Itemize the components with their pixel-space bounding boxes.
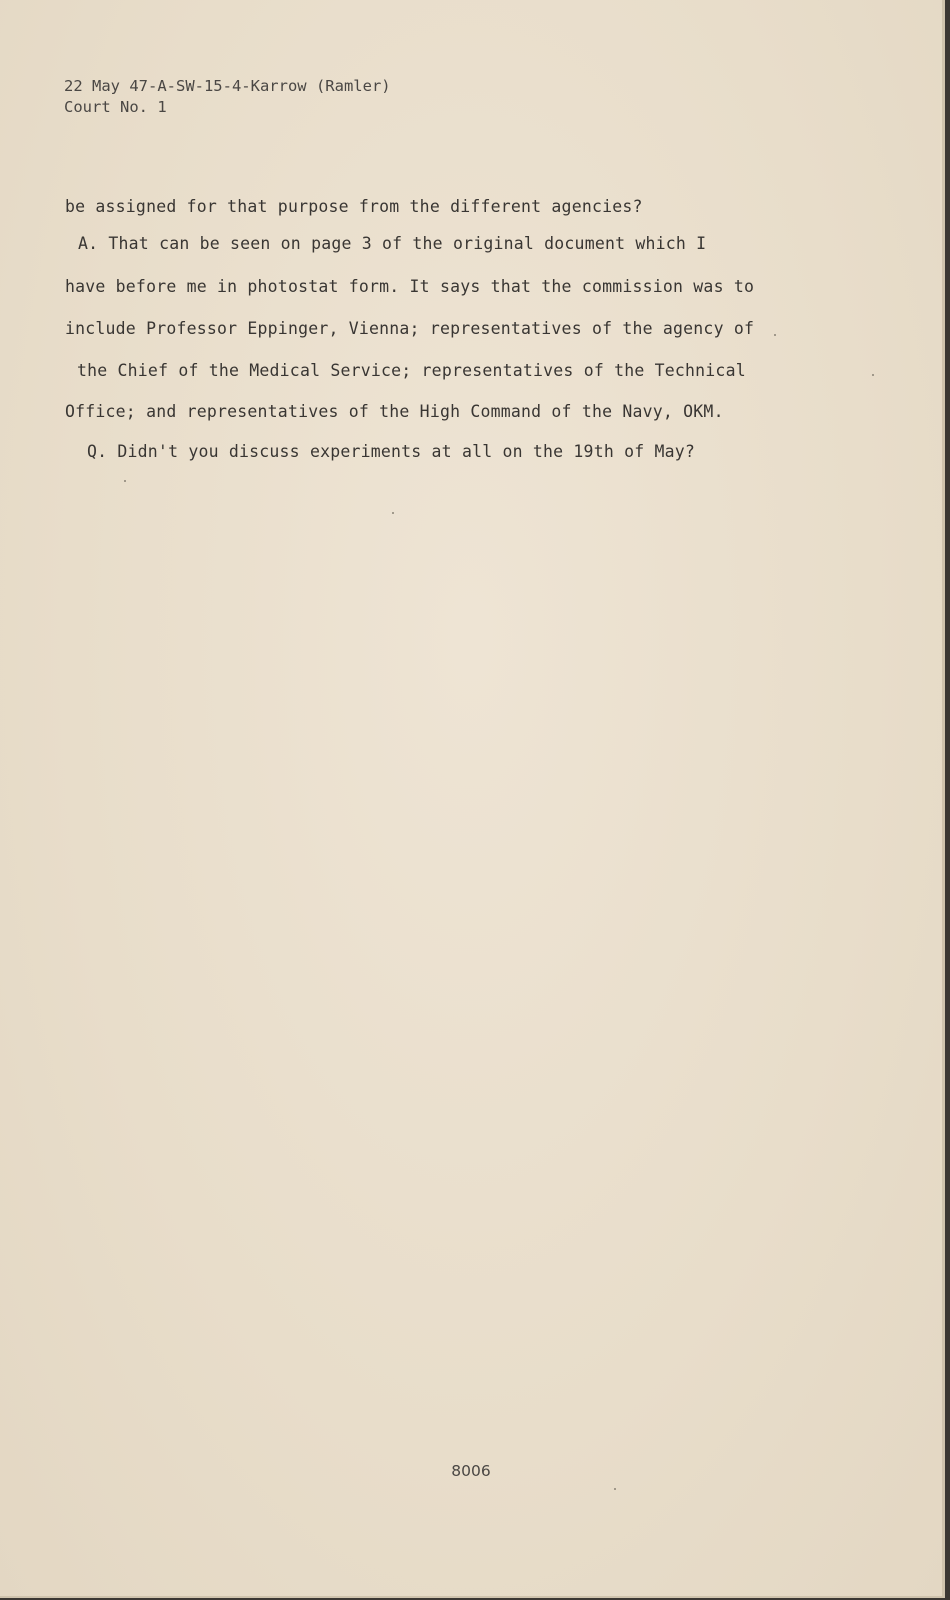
page-header	[64, 76, 391, 118]
transcript-line: Q. Didn't you discuss experiments at all on the 19th of May?	[87, 442, 696, 461]
paper-speck	[124, 480, 126, 482]
transcript-line: Office; and representatives of the High Command of the Navy, OKM.	[65, 402, 724, 421]
transcript-line: the Chief of the Medical Service; representatives of the Technical	[77, 361, 746, 380]
transcript-line: include Professor Eppinger, Vienna; representatives of the agency of	[65, 319, 755, 338]
header-session-line: 22 May 47-A-SW-15-4-Karrow (Ramler)	[64, 77, 391, 95]
transcript-line: A. That can be seen on page 3 of the original document which I	[78, 234, 707, 253]
header-court-line: Court No. 1	[64, 98, 167, 116]
paper-speck	[872, 374, 874, 376]
paper-speck	[774, 334, 776, 336]
paper-speck	[614, 1488, 616, 1490]
transcript-line: be assigned for that purpose from the different agencies?	[65, 197, 643, 216]
transcript-line: have before me in photostat form. It says that the commission was to	[65, 277, 755, 296]
paper-speck	[392, 512, 394, 514]
page-number: 8006	[451, 1462, 491, 1480]
